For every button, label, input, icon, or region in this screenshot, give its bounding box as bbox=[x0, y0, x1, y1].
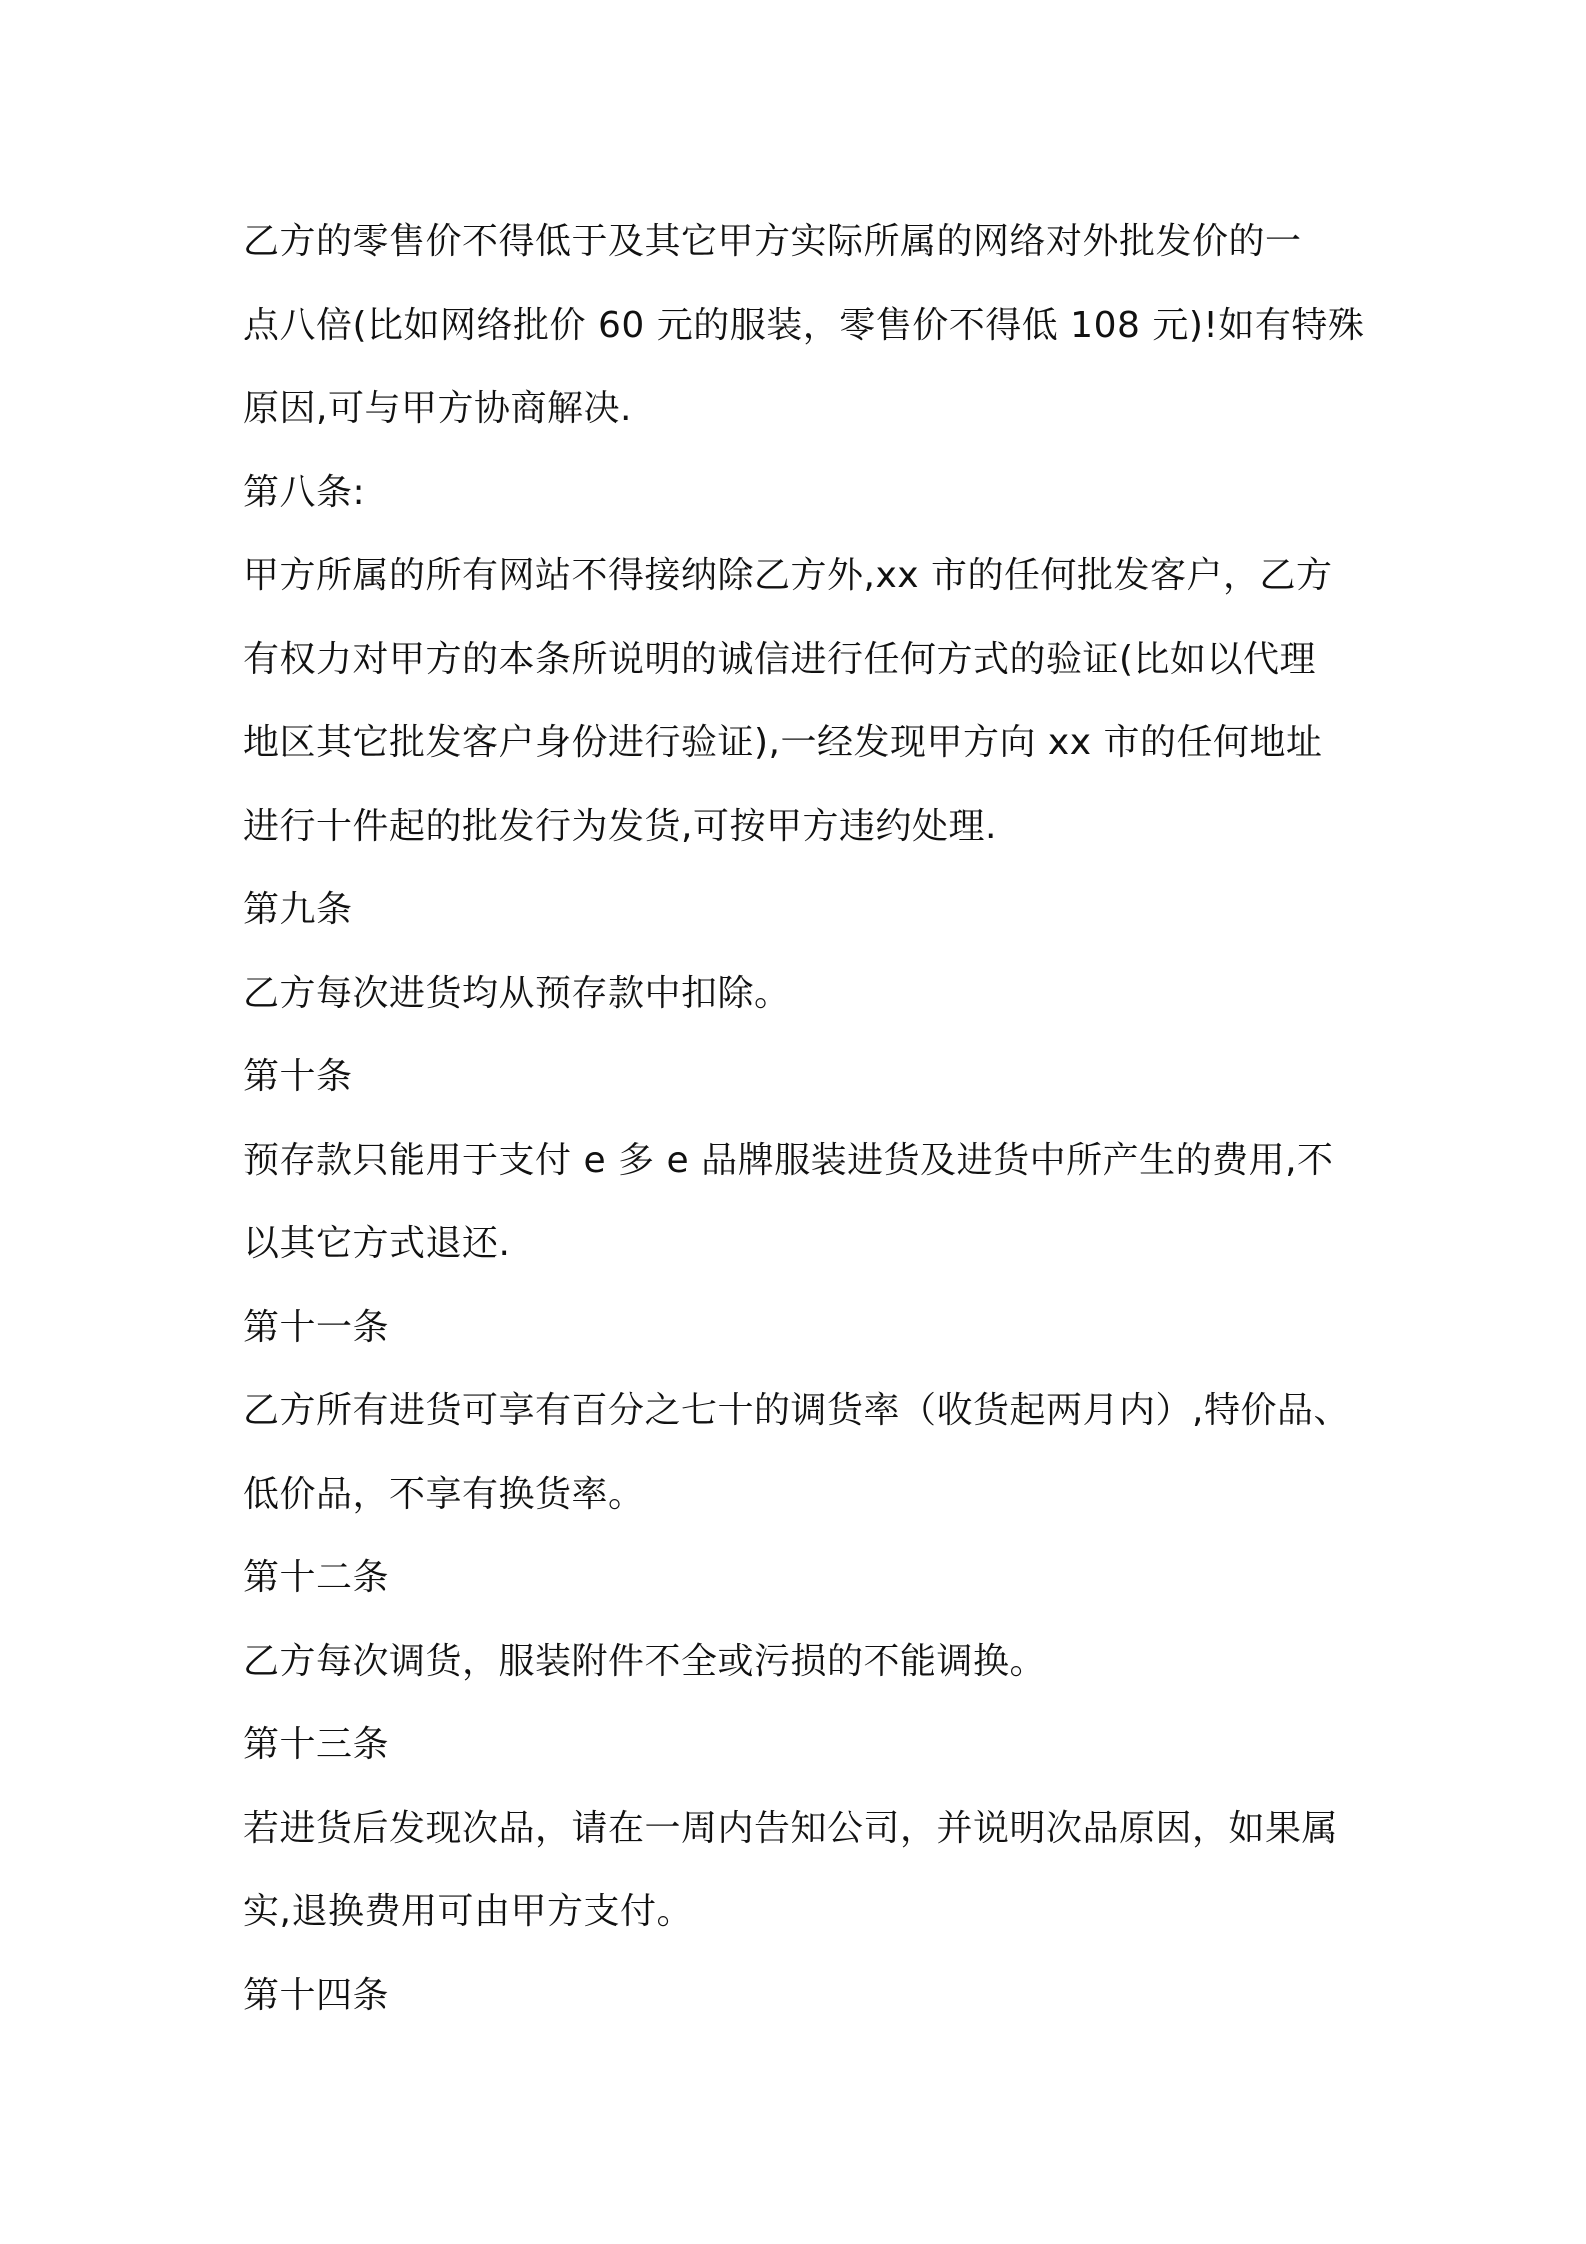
paragraph-line: 乙方每次调货，服装附件不全或污损的不能调换。 bbox=[243, 1640, 1047, 1682]
document-body bbox=[243, 200, 1365, 2037]
paragraph-line: 地区其它批发客户身份进行验证),一经发现甲方向 xx 市的任何地址 bbox=[243, 722, 1323, 763]
paragraph-line: 点八倍(比如网络批价 60 元的服装，零售价不得低 108 元)!如有特殊 bbox=[243, 304, 1365, 346]
paragraph-line: 乙方所有进货可享有百分之七十的调货率（收货起两月内）,特价品、 bbox=[243, 1390, 1350, 1431]
paragraph-line: 低价品，不享有换货率。 bbox=[243, 1473, 645, 1515]
paragraph-line: 进行十件起的批发行为发货,可按甲方违约处理. bbox=[243, 805, 997, 847]
article-heading: 第十三条 bbox=[243, 1724, 390, 1765]
paragraph-line: 预存款只能用于支付 e 多 e 品牌服装进货及进货中所产生的费用,不 bbox=[243, 1139, 1334, 1181]
paragraph-line: 乙方每次进货均从预存款中扣除。 bbox=[243, 972, 791, 1014]
paragraph-line: 乙方的零售价不得低于及其它甲方实际所属的网络对外批发价的一 bbox=[243, 221, 1302, 262]
article-heading: 第九条 bbox=[243, 889, 353, 930]
paragraph-line: 实,退换费用可由甲方支付。 bbox=[243, 1891, 693, 1932]
article-heading: 第十四条 bbox=[243, 1974, 390, 2016]
paragraph-line: 甲方所属的所有网站不得接纳除乙方外,xx 市的任何批发客户，乙方 bbox=[243, 555, 1333, 596]
article-heading: 第八条: bbox=[243, 471, 366, 513]
article-heading: 第十二条 bbox=[243, 1557, 390, 1598]
paragraph-line: 原因,可与甲方协商解决. bbox=[243, 388, 632, 429]
paragraph-line: 以其它方式退还. bbox=[243, 1223, 511, 1264]
paragraph-line: 若进货后发现次品，请在一周内告知公司，并说明次品原因，如果属 bbox=[243, 1807, 1339, 1849]
paragraph-line: 有权力对甲方的本条所说明的诚信进行任何方式的验证(比如以代理 bbox=[243, 638, 1317, 680]
article-heading: 第十条 bbox=[243, 1056, 353, 1097]
article-heading: 第十一条 bbox=[243, 1306, 390, 1348]
